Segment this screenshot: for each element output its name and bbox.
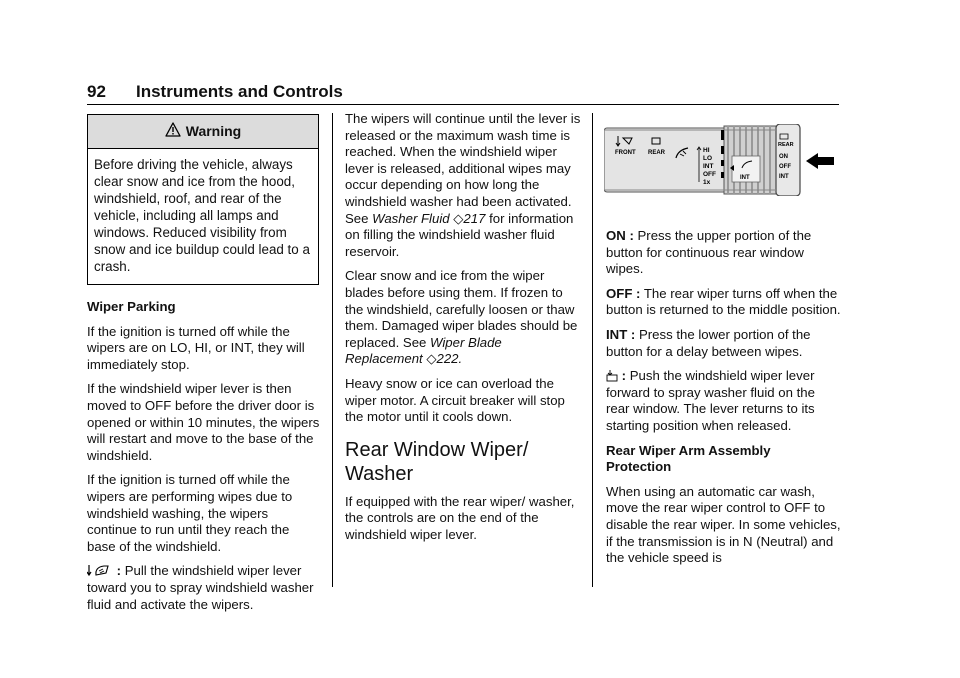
rear-washer-paragraph: : Push the windshield wiper lever forward to spray washer fluid on the rear window. The lever returns to its starting position when released. bbox=[606, 368, 815, 433]
label-rear-top: REAR bbox=[648, 150, 666, 156]
page-header bbox=[87, 82, 839, 105]
wiper-lever-illustration bbox=[604, 124, 836, 196]
paragraph: If the ignition is turned off while the wipers are performing wipes due to windshield washing, the wipers continue to run until they reach the base of the windshield. bbox=[87, 472, 293, 554]
column-divider-1 bbox=[332, 113, 333, 587]
label-rear-end: REAR bbox=[778, 142, 794, 148]
washer-text: Pull the windshield wiper lever toward you to spray windshield washer fluid and activate the wipers. bbox=[87, 563, 314, 612]
paragraph: If the ignition is turned off while the wipers are on LO, HI, or INT, they will immediately stop. bbox=[87, 323, 305, 372]
on-label: ON : bbox=[606, 228, 634, 243]
warning-triangle-icon bbox=[165, 122, 181, 141]
label-1x: 1x bbox=[703, 179, 711, 186]
int-label: INT : bbox=[606, 326, 636, 342]
paragraph: Heavy snow or ice can overload the wiper motor. A circuit breaker will stop the motor until it cools down. bbox=[345, 375, 565, 425]
warning-title: Warning bbox=[185, 123, 242, 140]
label-int-end: INT bbox=[779, 174, 789, 180]
label-hi: HI bbox=[703, 147, 710, 154]
off-paragraph: OFF : The rear wiper turns off when the button is returned to the middle position. bbox=[606, 285, 841, 318]
paragraph-washer-fluid: The wipers will continue until the lever is released or the maximum wash time is reached. When the windshield wiper lever is released, additional wipes may occur depending on how long the windshield washer had been activated. See Washer Fluid ◇217 for information on filling the windshield washer fluid reservoir. bbox=[345, 111, 581, 259]
column-3 bbox=[606, 228, 842, 575]
subheading-wiper-parking: Wiper Parking bbox=[87, 299, 176, 314]
pointer-arrow-icon bbox=[806, 153, 834, 169]
label-off-end: OFF bbox=[779, 164, 791, 170]
section-title: Instruments and Controls bbox=[136, 82, 343, 101]
label-int: INT bbox=[703, 163, 714, 170]
column-divider-2 bbox=[592, 113, 593, 587]
label-off: OFF bbox=[703, 171, 716, 178]
page-ref-arrow-icon: ◇ bbox=[422, 351, 437, 367]
paragraph: If equipped with the rear wiper/ washer, the controls are on the end of the windshield wiper lever. bbox=[345, 493, 575, 542]
rear-washer-icon bbox=[606, 368, 622, 383]
paragraph-wiper-blades: Clear snow and ice from the wiper blades before using them. If frozen to the windshield, carefully loosen or thaw them. Damaged wiper blades should be replaced. See Wiper Blade Replacement ◇222. bbox=[345, 268, 578, 367]
ref-washer-fluid[interactable]: Washer Fluid bbox=[372, 210, 450, 226]
warning-header bbox=[88, 115, 318, 149]
column-2 bbox=[345, 111, 582, 551]
paragraph: When using an automatic car wash, move the rear wiper control to OFF to disable the rear wiper. In some vehicles, if the transmission is in N (Neutral) and the vehicle speed is bbox=[606, 483, 841, 566]
on-paragraph: ON : Press the upper portion of the button for continuous rear window wipes. bbox=[606, 228, 812, 277]
label-front: FRONT bbox=[615, 150, 636, 156]
page-number: 92 bbox=[87, 82, 106, 101]
section-heading-rear-wiper: Rear Window Wiper/ Washer bbox=[345, 438, 529, 485]
column-1 bbox=[87, 114, 320, 621]
page-ref[interactable]: 222. bbox=[436, 351, 463, 367]
washer-icon bbox=[87, 563, 117, 578]
ref-wiper-blade-replacement[interactable]: Wiper Blade Replacement bbox=[345, 334, 502, 367]
warning-text: Before driving the vehicle, always clear snow and ice from the hood, windshield, roof, and rear of the vehicle, including all lamps and windows. Reduced visibility from snow and ice buildup could lead to a crash. bbox=[94, 157, 310, 274]
paragraph: If the windshield wiper lever is then moved to OFF before the driver door is opened or within 10 minutes, the wipers will restart and move to the base of the windshield. bbox=[87, 381, 320, 463]
label-lo: LO bbox=[703, 155, 713, 162]
washer-paragraph: : Pull the windshield wiper lever toward you to spray windshield washer fluid and activate the wipers. bbox=[87, 563, 314, 612]
page-ref[interactable]: 217 bbox=[463, 210, 486, 226]
off-label: OFF : bbox=[606, 285, 641, 301]
subheading-arm-protection: Rear Wiper Arm Assembly Protection bbox=[606, 442, 771, 475]
int-paragraph: INT : Press the lower portion of the button for a delay between wipes. bbox=[606, 326, 811, 359]
label-on: ON bbox=[779, 154, 788, 160]
label-int-knob: INT bbox=[740, 175, 750, 181]
warning-box bbox=[87, 114, 319, 285]
page-ref-arrow-icon: ◇ bbox=[449, 210, 464, 226]
